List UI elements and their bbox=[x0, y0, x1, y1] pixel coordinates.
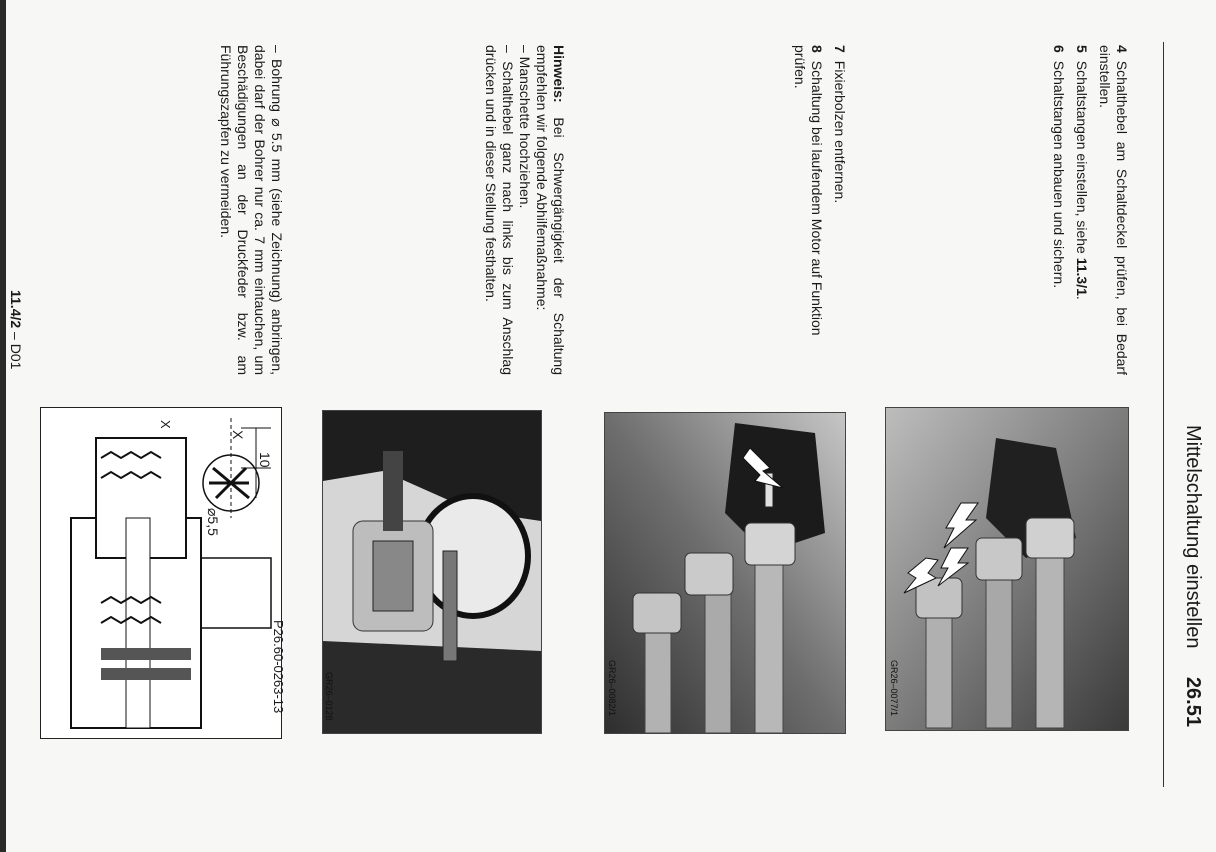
photo-2-image bbox=[605, 413, 845, 733]
drawing-image bbox=[41, 408, 281, 738]
steps-7-8 bbox=[791, 45, 848, 375]
photo-shift-lever-boot bbox=[322, 410, 542, 734]
page-footer bbox=[8, 290, 24, 410]
photo-2-caption: GR26–0082/1 bbox=[607, 660, 617, 717]
technical-drawing bbox=[40, 407, 282, 739]
hinweis-item-3: – Bohrung ⌀ 5.5 mm (siehe Zeichnung) anbringen, dabei darf der Bohrer nur ca. 7 mm eintauchen, um Beschädigungen an der Druckfeder bzw. am Führungszapfen zu vermeiden. bbox=[218, 45, 285, 375]
photo-shift-rods-arrows bbox=[885, 407, 1129, 731]
hinweis-item-2: – Schalthebel ganz nach links bis zum Anschlag drücken und in dieser Stellung festhalten. bbox=[483, 45, 516, 375]
step-5: 5Schaltstangen einstellen, siehe 11.3/1. bbox=[1074, 45, 1090, 300]
drawing-x-label-2: X bbox=[158, 420, 173, 429]
drawing-x-label-1: X bbox=[230, 430, 246, 440]
photo-3-image bbox=[323, 411, 541, 733]
page-header bbox=[1181, 425, 1204, 755]
section-number: 26.51 bbox=[1182, 676, 1204, 727]
drawing-caption: P26.60-0263-13 bbox=[271, 620, 286, 714]
photo-3-caption: GR26–0128 bbox=[324, 672, 334, 721]
hinweis-item-1: – Manschette hochziehen. bbox=[517, 45, 533, 209]
photo-1-caption: GR26–0077/1 bbox=[889, 660, 899, 717]
scan-edge bbox=[0, 0, 6, 852]
cross-reference: 11.3/1 bbox=[1074, 257, 1090, 296]
document-code: – D01 bbox=[8, 328, 24, 370]
drawing-diameter-label: ⌀5,5 bbox=[205, 508, 221, 536]
page-title: Mittelschaltung einstellen bbox=[1182, 425, 1204, 649]
step-6: 6Schaltstangen anbauen und sichern. bbox=[1051, 45, 1067, 289]
step-4: 4Schalthebel am Schaltdeckel prüfen, bei Bedarf einstellen. bbox=[1097, 45, 1130, 375]
step-8: 8Schaltung bei laufendem Motor auf Funktion prüfen. bbox=[792, 45, 825, 336]
header-rule bbox=[1163, 42, 1164, 787]
steps-4-6 bbox=[1050, 45, 1130, 375]
photo-shift-rods-pin bbox=[604, 412, 846, 734]
hinweis-intro: Hinweis: Bei Schwergängigkeit der Schaltung empfehlen wir folgende Abhilfemaßnahme: bbox=[534, 45, 567, 375]
drawing-dimension-label: 10 bbox=[257, 452, 273, 468]
page-number: 11.4/2 bbox=[8, 290, 24, 329]
step-7: 7Fixierbolzen entfernen. bbox=[832, 45, 848, 204]
hinweis-block bbox=[482, 45, 567, 375]
photo-1-image bbox=[886, 408, 1128, 730]
